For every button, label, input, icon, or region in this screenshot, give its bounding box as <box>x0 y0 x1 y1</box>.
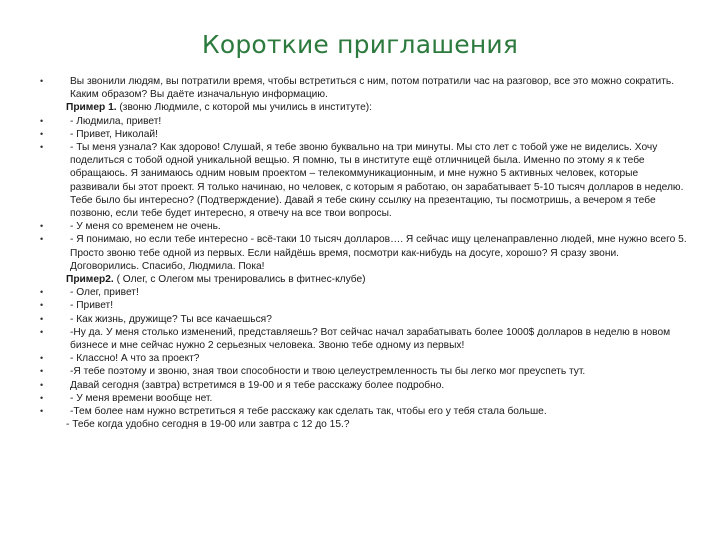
list-item-text: ( Олег, с Олегом мы тренировались в фитнес-клубе) <box>113 274 366 286</box>
list-item <box>40 313 690 326</box>
list-item <box>40 405 690 418</box>
list-item-text: - Как жизнь, дружище? Ты все качаешься? <box>70 313 272 325</box>
bullet-icon: • <box>40 300 44 311</box>
list-item-text: - Я понимаю, но если тебе интересно - всё-таки 10 тысяч долларов…. Я сейчас ищу целенаправленно людей, мне нужно всего 5. Просто звоню тебе одной из первых. Если найдёшь время, посмотри как-нибудь на досуге, хорошо? Я сразу звони. Договорились. Спасибо, Людмила. Пока! <box>70 234 687 272</box>
list-item <box>40 141 690 220</box>
list-item-text: (звоню Людмиле, с которой мы учились в институте): <box>116 102 372 114</box>
list-item-text: - Олег, привет! <box>70 287 139 299</box>
bullet-icon: • <box>40 115 44 126</box>
list-item-text: - Классно! А что за проект? <box>70 353 200 365</box>
bullet-icon: • <box>40 406 44 417</box>
bullet-icon: • <box>40 287 44 298</box>
list-item-text: Давай сегодня (завтра) встретимся в 19-00 и я тебе расскажу более подробно. <box>70 379 445 391</box>
list-item-heading <box>40 101 690 114</box>
list-item <box>40 392 690 405</box>
bullet-icon: • <box>40 76 44 86</box>
example-label: Пример2. <box>66 274 114 286</box>
list-item-text: - Привет, Николай! <box>70 128 158 140</box>
list-item <box>40 233 690 273</box>
list-item-text: -Ну да. У меня столько изменений, представляешь? Вот сейчас начал зарабатывать более 1000$ долларов в неделю в новом бизнесе и мне сейчас нужно 2 серьезных человека. Звоню тебе одному из первых! <box>70 326 671 352</box>
bullet-icon: • <box>40 128 44 139</box>
list-item-text: -Тем более нам нужно встретиться я тебе расскажу как сделать так, чтобы его у тебя стала больше. <box>70 406 547 418</box>
list-item-text: - У меня со временем не очень. <box>70 221 221 233</box>
bullet-icon: • <box>40 326 44 337</box>
bullet-icon: • <box>40 353 44 364</box>
bullet-icon: • <box>40 142 44 153</box>
list-item <box>40 128 690 141</box>
list-item <box>40 220 690 233</box>
list-item-text: - Тебе когда удобно сегодня в 19-00 или завтра с 12 до 15.? <box>66 419 350 431</box>
list-item <box>40 115 690 128</box>
bullet-icon: • <box>40 392 44 403</box>
slide-title: Короткие приглашения <box>201 30 519 59</box>
list-item <box>40 75 690 101</box>
bullet-icon: • <box>40 234 44 245</box>
bullet-icon: • <box>40 379 44 390</box>
list-item-text: - Людмила, привет! <box>70 115 162 127</box>
body-text-list <box>40 75 690 431</box>
example-label: Пример 1. <box>66 102 117 114</box>
list-item <box>40 365 690 378</box>
list-item <box>40 379 690 392</box>
list-item <box>40 326 690 352</box>
list-item-heading <box>40 418 690 431</box>
bullet-icon: • <box>40 313 44 324</box>
bullet-icon: • <box>40 221 44 232</box>
list-item <box>40 299 690 312</box>
list-item-text: - У меня времени вообще нет. <box>70 392 213 404</box>
list-item-text: Вы звонили людям, вы потратили время, чтобы встретиться с ним, потом потратили час на разговор, все это можно сократить. Каким образом? Вы даёте изначальную информацию. <box>70 76 675 101</box>
list-item-text: -Я тебе поэтому и звоню, зная твои способности и твою целеустремленность ты бы легко мог преуспеть тут. <box>70 366 586 378</box>
list-item <box>40 286 690 299</box>
list-item <box>40 352 690 365</box>
list-item-text: - Ты меня узнала? Как здорово! Слушай, я тебе звоню буквально на три минуты. Мы сто лет с тобой уже не виделись. Хочу поделиться с тобой одной уникальной вещью. Я помню, ты в институте ещё отличницей была. Именно по этому я к тебе обращаюсь. Я занимаюсь одним новым проектом – телекоммуникационным, и мне нужно 5 активных человек, которые развивали бы этот проект. Я только начинаю, но человек, с которым я работаю, он зарабатывает 5-10 тысяч долларов в неделю. Тебе было бы интересно? (Подтверждение). Давай я тебе скину ссылку на презентацию, ты посмотришь, а вечером я тебе позвоню, если тебе будет интересно, я отвечу на все твои вопросы. <box>70 142 684 220</box>
list-item-heading <box>40 273 690 286</box>
list-item-text: - Привет! <box>70 300 114 312</box>
bullet-icon: • <box>40 366 44 377</box>
